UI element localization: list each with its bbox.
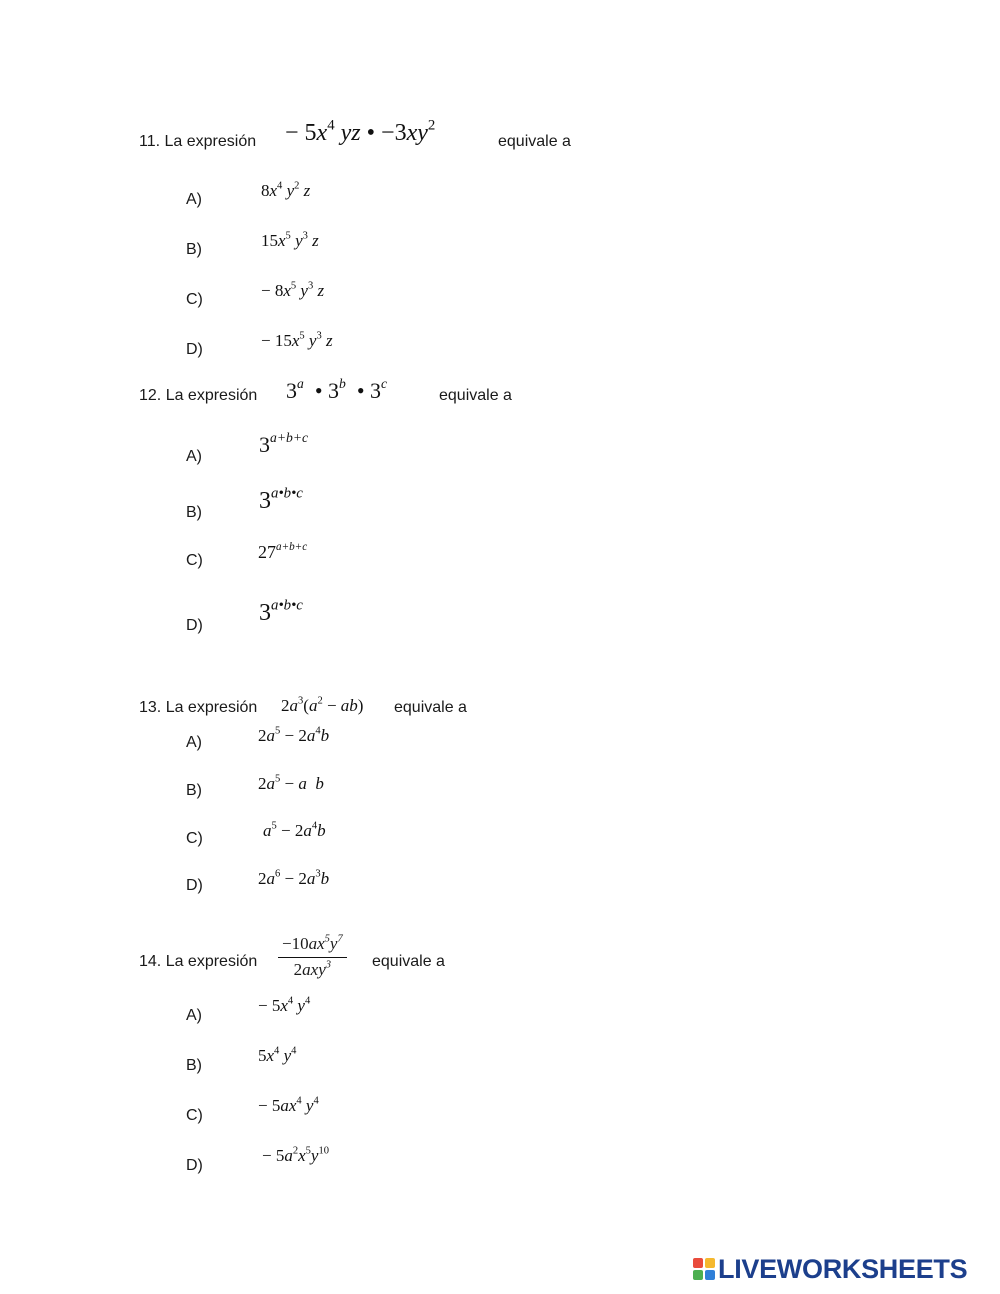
question-13-suffix: equivale a [394,699,467,716]
question-13-label: 13. La expresión [139,699,258,716]
q13-option-a-expr: $2a^5 - 2a^4b$ [258,725,330,745]
q11-option-c-label[interactable]: C) [186,291,203,308]
question-14-expression [278,934,347,980]
q12-option-b-expr: $3^{a•b•c}$ [259,485,303,514]
liveworksheets-icon [693,1258,715,1280]
q14-option-c-label[interactable]: C) [186,1107,203,1124]
q11-option-d-label[interactable]: D) [186,341,203,358]
q12-option-d-label[interactable]: D) [186,617,203,634]
q13-option-d-label[interactable]: D) [186,877,203,894]
q13-option-b-label[interactable]: B) [186,782,202,799]
q12-option-a-label[interactable]: A) [186,448,202,465]
q13-option-b-expr: $2a^5 - a$ b [258,773,324,793]
question-11-suffix: equivale a [498,133,571,150]
liveworksheets-logo[interactable] [693,1255,967,1283]
q12-option-d-expr: $3^{a•b•c}$ [259,597,303,626]
question-11-expression: − $5x^4$ yz • $-3xy^2$ [285,117,436,146]
q13-option-d-expr: $2a^6 - 2a^3b$ [258,868,330,888]
q14-option-a-expr: − $5x^4$ $y^4$ [258,995,311,1015]
fraction-numerator: $-10ax^5y^7$ [278,934,347,958]
q11-option-d-expr: − $15x^5$ $y^3$ z [261,330,333,350]
q12-option-a-expr: $3^{a+b+c}$ [259,430,309,457]
q13-option-c-expr: $a^5 - 2a^4b$ [263,820,326,840]
question-11-label: 11. La expresión [139,133,257,150]
q13-option-a-label[interactable]: A) [186,734,202,751]
q12-option-c-expr: $27^{a+b+c}$ [258,540,308,562]
q14-option-d-expr: − $5a^2x^5y^{10}$ [262,1145,329,1165]
question-12-label: 12. La expresión [139,387,258,404]
q14-option-d-label[interactable]: D) [186,1157,203,1174]
q11-option-b-expr: $15x^5$ $y^3$ z [261,230,319,250]
question-12-expression: 3$^a$ • 3$^b$ • 3$^c$ [286,376,388,403]
q12-option-b-label[interactable]: B) [186,504,202,521]
q13-option-c-label[interactable]: C) [186,830,203,847]
q14-option-a-label[interactable]: A) [186,1007,202,1024]
q12-option-c-label[interactable]: C) [186,552,203,569]
question-12-suffix: equivale a [439,387,512,404]
q11-option-c-expr: − $8x^5$ $y^3$ z [261,280,325,300]
question-14-label: 14. La expresión [139,953,258,970]
brand-name: LIVEWORKSHEETS [718,1253,968,1284]
q11-option-a-expr: $8x^4$ $y^2$ z [261,180,311,200]
question-13-expression: $2a^3(a^2 - ab)$ [281,695,364,715]
fraction-denominator: 2axy$^3$ [293,959,332,979]
q14-option-b-expr: $5x^4$ $y^4$ [258,1045,297,1065]
q11-option-b-label[interactable]: B) [186,241,202,258]
q14-option-c-expr: − $5ax^4$ $y^4$ [258,1095,319,1115]
q11-option-a-label[interactable]: A) [186,191,202,208]
question-14-suffix: equivale a [372,953,445,970]
q14-option-b-label[interactable]: B) [186,1057,202,1074]
